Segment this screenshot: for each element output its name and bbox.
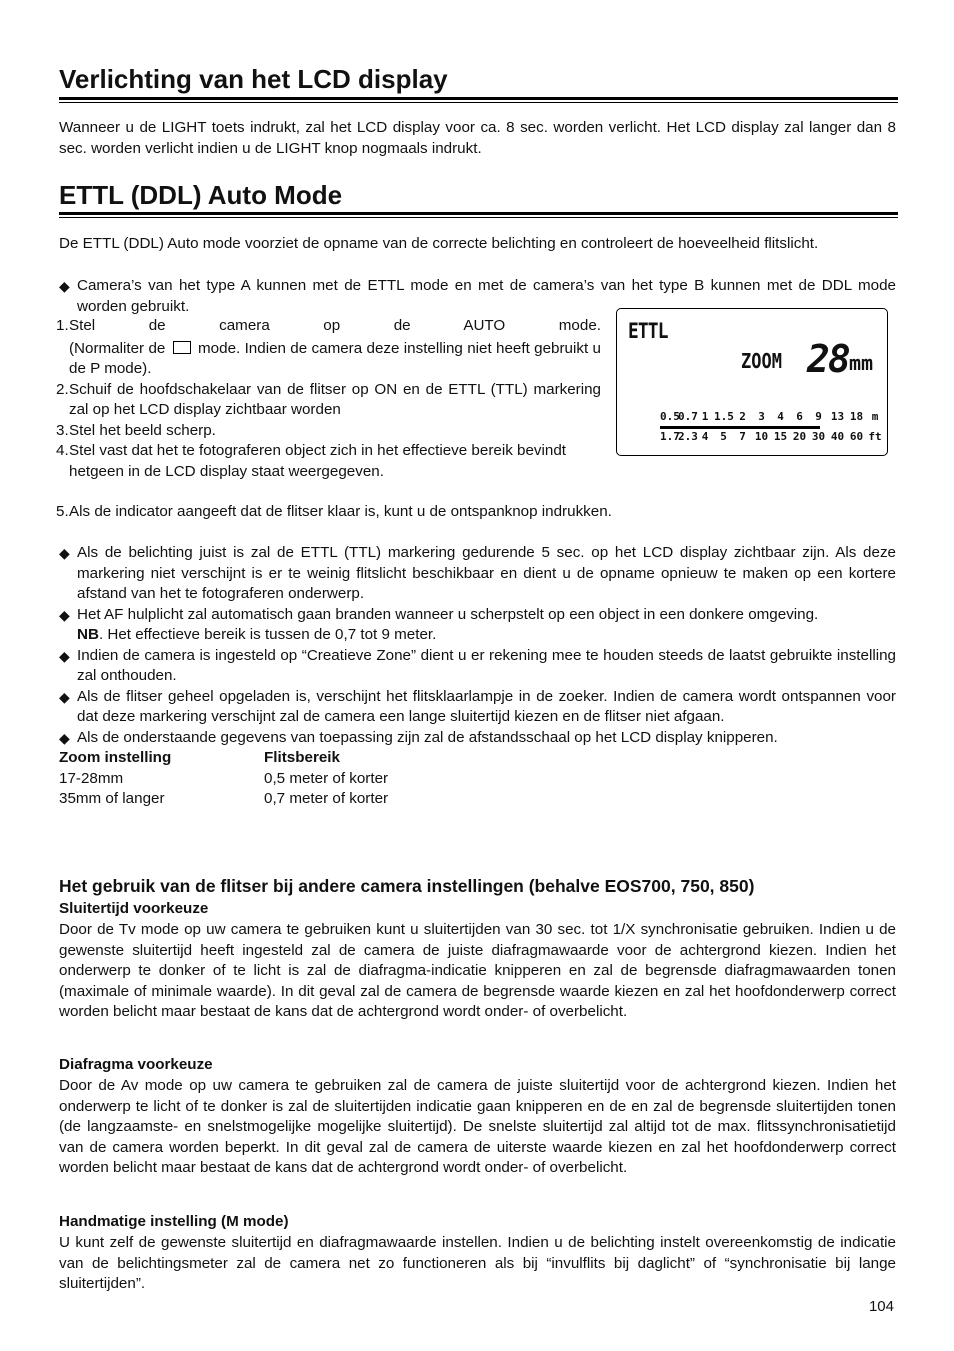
step-5: 5. Als de indicator aangeeft dat de flitser klaar is, kunt u de ontspanknop indrukken. (56, 503, 612, 520)
lcd-zoom-label: ZOOM (741, 349, 782, 373)
aperture-priority-text: Door de Av mode op uw camera te gebruiken zal de camera de juiste sluitertijd voor de achtergrond kiezen. Indien het onderwerp te licht of te donker is zal de sluitertijden indicatie gaan knipperen en de en zal de begrensde sluitertijden tonen (de langzaamste- en snelstmogelijke mogelijke sluitertijd). De snelste sluitertijd zal altijd tot de max. flitssynchronisatietijd van de camera worden beperkt. In dit geval zal de camera de uiterste waarde kiezen en zal het hoofdonderwerp correct worden belicht maar bestaat de kans dat de achtergrond wordt onder- of overbelicht. (59, 1077, 896, 1176)
manual-mode-text: U kunt zelf de gewenste sluitertijd en diafragmawaarde instellen. Indien u de belichting instelt overeenkomstig de indicatie van de belichtingsmeter zal de camera net zo functioneren als bij “invulflits bij daglicht” of “synchronisatie bij lange sluitertijden”. (59, 1234, 896, 1292)
meter-unit: m (871, 410, 879, 423)
ettl-intro: De ETTL (DDL) Auto mode voorziet de opname van de correcte belichting en controleert de hoeveelheid flitslicht. (59, 235, 819, 252)
meter-tick: 13 (830, 410, 845, 423)
steps-list (56, 316, 601, 482)
feet-tick: 15 (773, 430, 788, 443)
meter-tick: 6 (796, 410, 803, 423)
heading-other-modes: Het gebruik van de flitser bij andere camera instellingen (behalve EOS700, 750, 850) (59, 876, 755, 896)
lcd-display (616, 308, 888, 456)
feet-unit: ft (868, 430, 882, 443)
feet-tick: 5 (720, 430, 727, 443)
meter-tick: 0.5 (660, 410, 680, 423)
lcd-meter-scale (660, 410, 884, 423)
zoom-range-table (59, 748, 896, 810)
meter-tick: 1 (701, 410, 709, 423)
table-cell: 0,7 meter of korter (264, 790, 389, 807)
nb-note: NB. Het effectieve bereik is tussen de 0,7 tot 9 meter. (77, 626, 437, 643)
lcd-lighting-text: Wanneer u de LIGHT toets indrukt, zal het LCD display voor ca. 8 sec. worden verlicht. Het LCD display zal langer dan 8 sec. worden verlicht indien u de LIGHT knop nogmaals indrukt. (59, 119, 896, 157)
diamond-bullet-icon: ◆ (59, 606, 70, 623)
feet-tick: 30 (811, 430, 826, 443)
bullet-camera-types: ◆ Camera’s van het type A kunnen met de ETTL mode en met de camera’s van het type B kunnen met de DDL mode worden gebruikt. (59, 276, 896, 317)
diamond-bullet-icon: ◆ (59, 545, 70, 561)
meter-tick: 4 (777, 410, 784, 423)
step-2: 2. Schuif de hoofdschakelaar van de flitser op ON en de ETTL (TTL) markering zal op het LCD display zichtbaar worden (56, 380, 601, 418)
table-header: Zoom instelling (59, 749, 172, 766)
subheading-aperture-priority: Diafragma voorkeuze (59, 1056, 213, 1073)
diamond-bullet-icon: ◆ (59, 278, 70, 294)
feet-tick: 2.3 (678, 430, 698, 443)
lcd-mode-indicator: ETTL (628, 319, 668, 343)
shutter-priority-text: Door de Tv mode op uw camera te gebruiken kunt u sluitertijden van 30 sec. tot 1/X synchronisatie gebruiken. Indien u de gewenste sluitertijd heeft ingesteld zal de camera de juiste diafragmawaarde voor de achtergrond kiezen. Indien het onderwerp te donker of te licht is zal de diafragma-indicatie knipperen en zal de begrensde diafragmawaarden tonen (maximale of minimale waarde). In dit geval zal de camera de begrensde waarde kiezen en zal het hoofdonderwerp correct worden belicht maar bestaat de kans dat de achtergrond wordt onder- of overbelicht. (59, 921, 896, 1020)
subheading-manual-mode: Handmatige instelling (M mode) (59, 1213, 289, 1230)
lcd-zoom-unit: mm (849, 351, 874, 375)
bullet-flash-ready: ◆ Als de flitser geheel opgeladen is, verschijnt het flitsklaarlampje in de zoeker. Indien de camera wordt ontspannen voor dat deze markering verschijnt zal de camera een lange sluitertijd kiezen en de flitser niet afgaan. (59, 687, 896, 728)
diamond-bullet-icon: ◆ (59, 688, 70, 705)
diamond-bullet-icon: ◆ (59, 647, 70, 664)
heading-ettl-auto-mode: ETTL (DDL) Auto Mode (59, 180, 343, 210)
feet-tick: 10 (754, 430, 769, 443)
table-cell: 35mm of langer (59, 790, 165, 807)
bullet-af-light: ◆ Het AF hulplicht zal automatisch gaan branden wanneer u scherpstelt op een object in een donkere omgeving. (59, 605, 896, 626)
heading-rule (59, 97, 898, 103)
lcd-range-bar (660, 426, 820, 429)
feet-tick: 40 (830, 430, 845, 443)
meter-tick: 9 (815, 410, 822, 423)
square-icon (173, 341, 191, 354)
step-1: 1. Stel de camera op de AUTO mode. (56, 317, 601, 334)
subheading-shutter-priority: Sluitertijd voorkeuze (59, 900, 209, 917)
feet-tick: 7 (739, 430, 746, 443)
feet-tick: 60 (849, 430, 864, 443)
table-cell: 17-28mm (59, 769, 124, 787)
feet-tick: 20 (792, 430, 807, 443)
bullet-creative-zone: ◆ Indien de camera is ingesteld op “Creatieve Zone” dient u er rekening mee te houden steeds de laatst gebruikte instelling zal onthouden. (59, 646, 896, 687)
meter-tick: 3 (758, 410, 765, 423)
step-4: 4. Stel vast dat het te fotograferen object zich in het effectieve bereik bevindt (56, 442, 566, 459)
heading-rule (59, 212, 898, 218)
lcd-feet-scale (660, 430, 884, 443)
meter-tick: 2 (739, 410, 746, 423)
step-1-note: (Normaliter de mode. Indien de camera deze instelling niet heeft gebruikt u de P mode). (69, 339, 601, 377)
step-3: 3. Stel het beeld scherp. (56, 421, 216, 439)
page-number: 104 (868, 1298, 894, 1315)
lcd-zoom-value: 28 (807, 337, 849, 381)
feet-tick: 1.7 (660, 430, 680, 443)
bullet-distance-scale: ◆ Als de onderstaande gegevens van toepassing zijn zal de afstandsschaal op het LCD display knipperen. (59, 728, 896, 749)
notes-list (59, 543, 896, 810)
feet-tick: 4 (701, 430, 709, 443)
heading-lcd-lighting: Verlichting van het LCD display (59, 64, 448, 94)
diamond-bullet-icon: ◆ (59, 729, 70, 746)
meter-tick: 0.7 (678, 410, 698, 423)
step-4-continued: hetgeen in de LCD display staat weergegeven. (69, 462, 384, 480)
table-cell: 0,5 meter of korter (264, 769, 389, 787)
bullet-exposure: ◆ Als de belichting juist is zal de ETTL (TTL) markering gedurende 5 sec. op het LCD display zichtbaar zijn. Als deze markering niet verschijnt is er te weinig flitslicht beschikbaar en dient u de opname opnieuw te maken op een kortere afstand van het te fotograferen onderwerp. (59, 543, 896, 605)
meter-tick: 18 (849, 410, 864, 423)
table-header: Flitsbereik (264, 749, 340, 766)
meter-tick: 1.5 (714, 410, 734, 423)
